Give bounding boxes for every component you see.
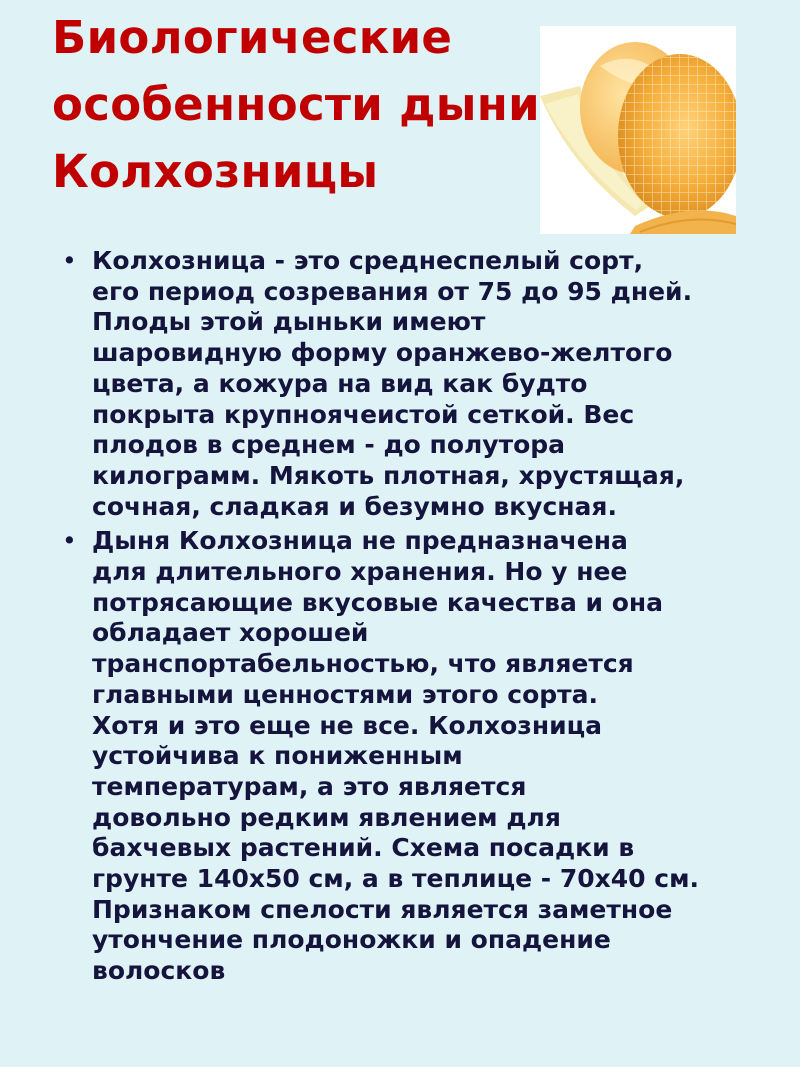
text-line: обладает хорошей: [92, 618, 369, 648]
text-line: температурам, а это является: [92, 771, 527, 801]
text-line: плодов в среднем - до полутора: [92, 430, 566, 460]
bullet-item: [40, 246, 780, 522]
text-line: цвета, а кожура на вид как будто: [92, 368, 588, 398]
bullet-item: [40, 526, 780, 987]
text-line: его период созревания от 75 до 95 дней.: [92, 276, 693, 306]
text-line: Дыня Колхозница не предназначена: [92, 526, 628, 556]
text-line: Признаком спелости является заметное: [92, 894, 673, 924]
text-line: грунте 140х50 см, а в теплице - 70х40 см.: [92, 864, 700, 894]
text-line: шаровидную форму оранжево-желтого: [92, 338, 673, 368]
text-line: килограмм. Мякоть плотная, хрустящая,: [92, 460, 685, 490]
text-line: устойчива к пониженным: [92, 741, 463, 771]
text-line: бахчевых растений. Схема посадки в: [92, 833, 635, 863]
text-line: сочная, сладкая и безумно вкусная.: [92, 491, 617, 521]
bullet-list: [40, 246, 780, 991]
text-line: Плоды этой дыньки имеют: [92, 307, 486, 337]
text-line: главными ценностями этого сорта.: [92, 679, 598, 709]
title-line-3: Колхозницы: [52, 145, 379, 198]
text-line: утончение плодоножки и опадение: [92, 925, 611, 955]
melon-image: [540, 26, 736, 234]
text-line: волосков: [92, 956, 226, 986]
text-line: Колхозница - это среднеспелый сорт,: [92, 246, 644, 275]
text-line: Хотя и это еще не все. Колхозница: [92, 710, 603, 740]
bullet-marker: •: [62, 526, 77, 556]
title-line-1: Биологические: [52, 11, 453, 64]
title-line-2: особенности дыни: [52, 78, 540, 131]
text-line: для длительного хранения. Но у нее: [92, 557, 628, 587]
text-line: транспортабельностью, что является: [92, 649, 634, 679]
text-line: довольно редким явлением для: [92, 802, 561, 832]
bullet-marker: •: [62, 246, 77, 275]
text-line: покрыта крупноячеистой сеткой. Вес: [92, 399, 635, 429]
text-line: потрясающие вкусовые качества и она: [92, 587, 664, 617]
